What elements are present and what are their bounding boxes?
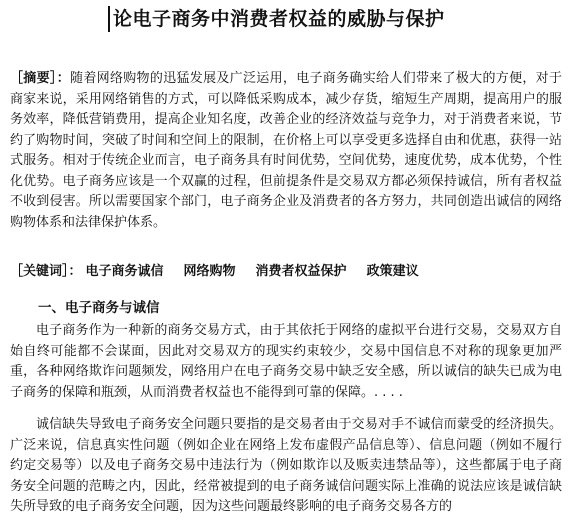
abstract-paragraph	[10, 69, 562, 233]
keyword: 消费者权益保护	[255, 264, 347, 279]
keyword: 政策建议	[366, 264, 419, 279]
section-heading: 一、电子商务与诚信	[38, 300, 160, 316]
body-paragraph: 诚信缺失导致电子商务安全问题只要指的是交易者由于交易对手不诚信而蒙受的经济损失。广泛来说，信息真实性问题（例如企业在网络上发布虚假产品信息等）、信息问题（例如不履行约定交易等）以及电子商务交易中违法行为（例如欺诈以及贩卖违禁品等），这些都属于电子商务安全问题的范畴之内，因此，经常被提到的电子商务诚信问题实际上准确的说法应该是诚信缺失所导致的电子商务安全问题，因为这些问题最终影响的电子商务交易各方的	[10, 417, 562, 514]
abstract-label: ［摘要］：	[10, 71, 71, 86]
document-title: 论电子商务中消费者权益的威胁与保护	[108, 6, 445, 32]
keywords-line	[10, 260, 439, 279]
body-paragraph: 电子商务作为一种新的商务交易方式，由于其依托于网络的虚拟平台进行交易，交易双方自始自终可能都不会谋面，因此对交易双方的现实约束较少，交易中国信息不对称的现象更加严重，各种网络欺诈问题频发，网络用户在电子商务交易中缺乏安全感，所以诚信的缺失已成为电子商务的保障和瓶颈，从而消费者权益也不能得到可靠的保障。. . . .	[10, 323, 562, 400]
keyword: 网络购物	[183, 264, 236, 279]
keywords-label: ［关键词］：	[10, 264, 82, 279]
abstract-text: 随着网络购物的迅猛发展及广泛运用，电子商务确实给人们带来了极大的方便，对于商家来说，采用网络销售的方式，可以降低采购成本，减少存货，缩短生产周期，提高用户的服务效率，降低营销费用，提高企业知名度，改善企业的经济效益与竞争力，对于消费者来说，节约了购物时间，突破了时间和空间上的限制，在价格上可以享受更多选择自由和优惠，获得一站式服务。相对于传统企业而言，电子商务具有时间优势，空间优势，速度优势，成本优势，个性化优势。电子商务应该是一个双赢的过程，但前提条件是交易双方都必须保持诚信，所有者权益不收到侵害。所以需要国家个部门，电子商务企业及消费者的各方努力，共同创造出诚信的网络购物体系和法律保护体系。	[10, 71, 562, 230]
keyword: 电子商务诚信	[85, 264, 164, 279]
